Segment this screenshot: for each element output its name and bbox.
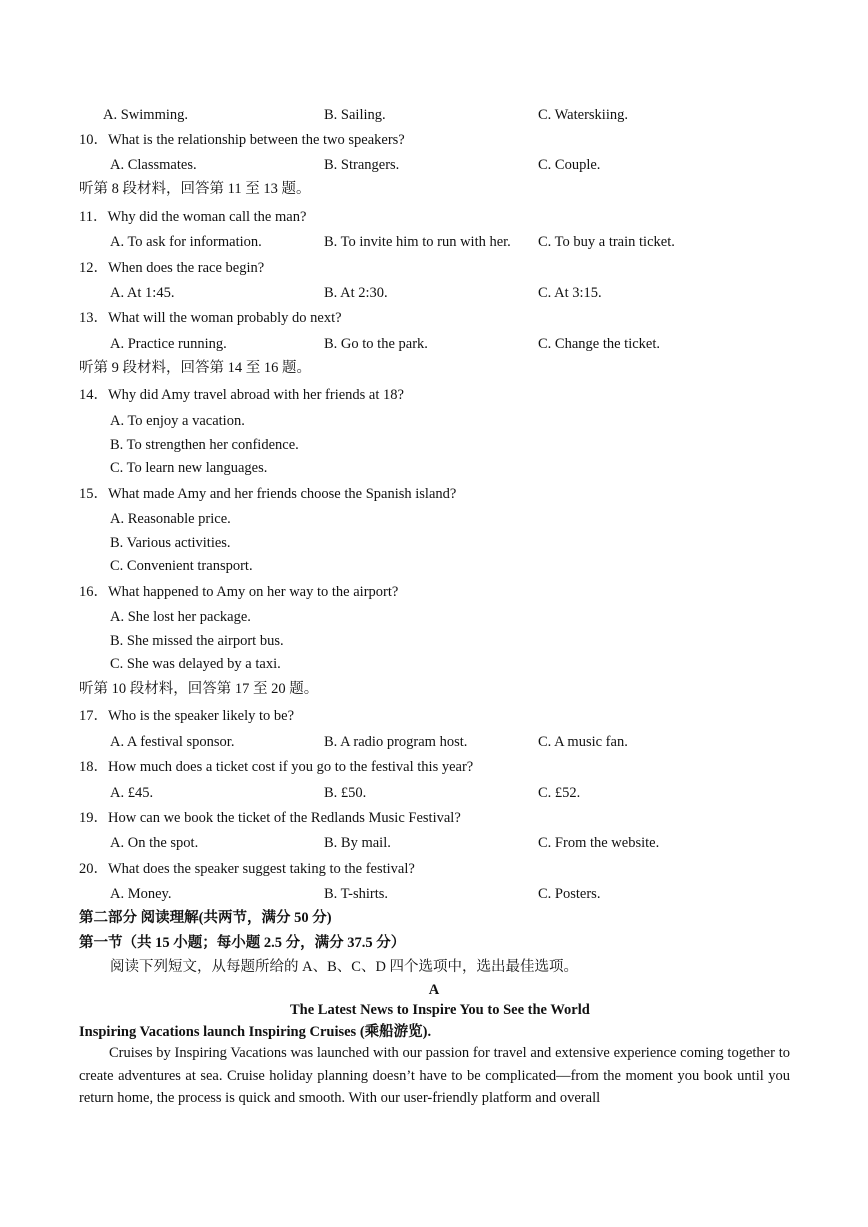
question-text: When does the race begin?: [108, 260, 265, 276]
question-number: 16: [79, 584, 94, 600]
q11-option-a: A. To ask for information.: [110, 234, 262, 250]
question-14: 14．Why did Amy travel abroad with her friends at 18?: [79, 387, 404, 403]
question-text: What made Amy and her friends choose the Spanish island?: [108, 486, 457, 502]
question-number: 19: [79, 810, 94, 826]
question-number: 14: [79, 387, 94, 403]
passage-title: The Latest News to Inspire You to See the World: [290, 1002, 590, 1018]
reading-instruction: 阅读下列短文，从每题所给的 A、B、C、D 四个选项中，选出最佳选项。: [110, 959, 579, 975]
q10-option-c: C. Couple.: [538, 157, 601, 173]
question-number: 15: [79, 486, 94, 502]
question-11: 11．Why did the woman call the man?: [79, 209, 307, 225]
question-number: 12: [79, 260, 94, 276]
q19-option-b: B. By mail.: [324, 835, 391, 851]
question-16: 16．What happened to Amy on her way to the airport?: [79, 584, 399, 600]
section-instruction-10: 听第 10 段材料，回答第 17 至 20 题。: [79, 681, 319, 697]
question-number: 11: [79, 209, 93, 225]
question-17: 17．Who is the speaker likely to be?: [79, 708, 295, 724]
question-number: 20: [79, 861, 94, 877]
q18-option-a: A. £45.: [110, 785, 154, 801]
q12-option-c: C. At 3:15.: [538, 285, 602, 301]
passage-subtitle: Inspiring Vacations launch Inspiring Cruises (乘船游览).: [79, 1024, 432, 1040]
question-number: 10: [79, 132, 94, 148]
section-instruction-8: 听第 8 段材料，回答第 11 至 13 题。: [79, 181, 311, 197]
q20-option-a: A. Money.: [110, 886, 172, 902]
question-text: What does the speaker suggest taking to the festival?: [108, 861, 415, 877]
q20-option-b: B. T-shirts.: [324, 886, 389, 902]
q16-option-a: A. She lost her package.: [110, 609, 251, 625]
question-13: 13．What will the woman probably do next?: [79, 310, 342, 326]
q18-option-c: C. £52.: [538, 785, 581, 801]
question-10: 10．What is the relationship between the two speakers?: [79, 132, 405, 148]
question-15: 15．What made Amy and her friends choose the Spanish island?: [79, 486, 457, 502]
q13-option-b: B. Go to the park.: [324, 336, 428, 352]
q12-option-a: A. At 1:45.: [110, 285, 175, 301]
q17-option-b: B. A radio program host.: [324, 734, 468, 750]
q9-option-a: A. Swimming.: [103, 107, 188, 123]
q16-option-b: B. She missed the airport bus.: [110, 633, 284, 649]
q18-option-b: B. £50.: [324, 785, 367, 801]
q13-option-c: C. Change the ticket.: [538, 336, 661, 352]
q16-option-c: C. She was delayed by a taxi.: [110, 656, 281, 672]
passage-paragraph: Cruises by Inspiring Vacations was launched with our passion for travel and extensive experience coming together to create adventures at sea. Cruise holiday planning doesn’t have to be complicated—from the moment you book until you return home, the process is quick and smooth. With our user-friendly platform and overall: [79, 1045, 790, 1106]
q12-option-b: B. At 2:30.: [324, 285, 388, 301]
question-text: How much does a ticket cost if you go to the festival this year?: [108, 759, 474, 775]
question-text: Who is the speaker likely to be?: [108, 708, 295, 724]
part2-heading: 第二部分 阅读理解(共两节，满分 50 分): [79, 910, 332, 926]
question-20: 20．What does the speaker suggest taking to the festival?: [79, 861, 415, 877]
q15-option-c: C. Convenient transport.: [110, 558, 253, 574]
q10-option-a: A. Classmates.: [110, 157, 197, 173]
question-number: 17: [79, 708, 94, 724]
q9-option-b: B. Sailing.: [324, 107, 386, 123]
question-number: 13: [79, 310, 94, 326]
q14-option-c: C. To learn new languages.: [110, 460, 268, 476]
q15-option-b: B. Various activities.: [110, 535, 231, 551]
question-text: What is the relationship between the two speakers?: [108, 132, 405, 148]
q17-option-c: C. A music fan.: [538, 734, 628, 750]
q15-option-a: A. Reasonable price.: [110, 511, 231, 527]
section1-heading: 第一节（共 15 小题；每小题 2.5 分，满分 37.5 分）: [79, 935, 406, 951]
q11-option-c: C. To buy a train ticket.: [538, 234, 675, 250]
q19-option-c: C. From the website.: [538, 835, 660, 851]
question-text: Why did the woman call the man?: [107, 209, 307, 225]
passage-letter: A: [428, 982, 440, 998]
q14-option-b: B. To strengthen her confidence.: [110, 437, 299, 453]
q14-option-a: A. To enjoy a vacation.: [110, 413, 245, 429]
question-text: What happened to Amy on her way to the airport?: [108, 584, 399, 600]
q19-option-a: A. On the spot.: [110, 835, 199, 851]
question-number: 18: [79, 759, 94, 775]
q13-option-a: A. Practice running.: [110, 336, 227, 352]
question-text: How can we book the ticket of the Redlands Music Festival?: [108, 810, 461, 826]
q17-option-a: A. A festival sponsor.: [110, 734, 235, 750]
q20-option-c: C. Posters.: [538, 886, 601, 902]
section-instruction-9: 听第 9 段材料，回答第 14 至 16 题。: [79, 360, 311, 376]
q10-option-b: B. Strangers.: [324, 157, 400, 173]
question-19: 19．How can we book the ticket of the Redlands Music Festival?: [79, 810, 461, 826]
question-text: Why did Amy travel abroad with her friends at 18?: [108, 387, 404, 403]
q11-option-b: B. To invite him to run with her.: [324, 234, 511, 250]
question-12: 12．When does the race begin?: [79, 260, 265, 276]
question-18: 18．How much does a ticket cost if you go to the festival this year?: [79, 759, 474, 775]
q9-option-c: C. Waterskiing.: [538, 107, 628, 123]
question-text: What will the woman probably do next?: [108, 310, 342, 326]
